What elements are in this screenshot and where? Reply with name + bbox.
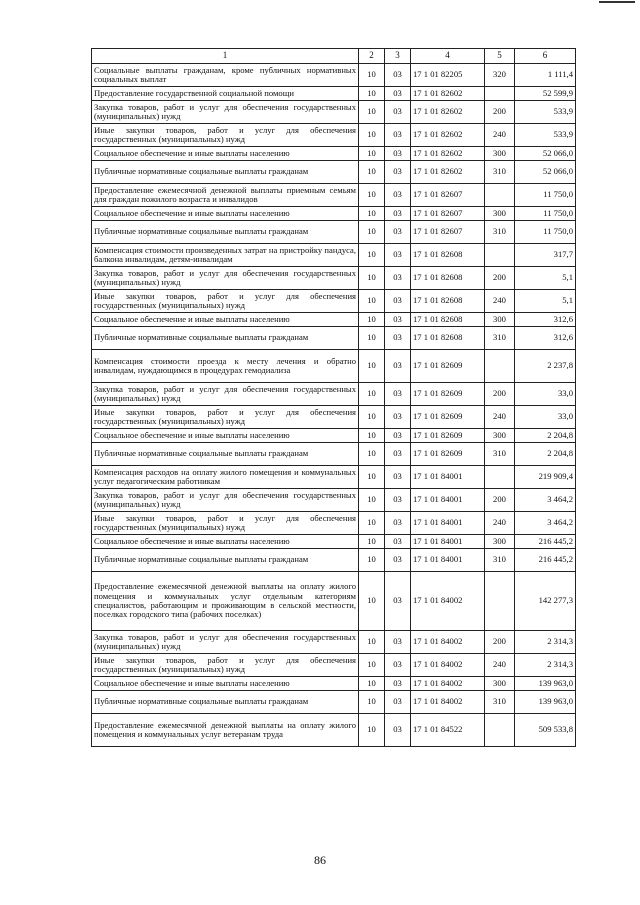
row-name: Иные закупки товаров, работ и услуг для обеспечения государственных (муниципальных) нужд <box>92 290 359 313</box>
row-section: 10 <box>359 489 385 512</box>
row-target-article: 17 1 01 82607 <box>411 184 485 207</box>
row-section: 10 <box>359 631 385 654</box>
row-amount: 139 963,0 <box>515 677 576 691</box>
row-section: 10 <box>359 714 385 747</box>
row-target-article: 17 1 01 84001 <box>411 466 485 489</box>
row-target-article: 17 1 01 82205 <box>411 64 485 87</box>
row-subsection: 03 <box>385 313 411 327</box>
row-target-article: 17 1 01 82602 <box>411 124 485 147</box>
row-subsection: 03 <box>385 161 411 184</box>
row-name: Иные закупки товаров, работ и услуг для обеспечения государственных (муниципальных) нужд <box>92 654 359 677</box>
row-name: Публичные нормативные социальные выплаты гражданам <box>92 221 359 244</box>
row-subsection: 03 <box>385 677 411 691</box>
row-subsection: 03 <box>385 535 411 549</box>
row-amount: 533,9 <box>515 101 576 124</box>
row-target-article: 17 1 01 82602 <box>411 147 485 161</box>
table-row <box>92 512 576 535</box>
row-target-article: 17 1 01 82609 <box>411 383 485 406</box>
row-expense-type: 300 <box>485 429 515 443</box>
row-section: 10 <box>359 147 385 161</box>
row-target-article: 17 1 01 84001 <box>411 535 485 549</box>
row-target-article: 17 1 01 82607 <box>411 221 485 244</box>
row-section: 10 <box>359 677 385 691</box>
row-name: Предоставление ежемесячной денежной выплаты на оплату жилого помещения и коммунальных услуг ветеранам труда <box>92 714 359 747</box>
row-name: Закупка товаров, работ и услуг для обеспечения государственных (муниципальных) нужд <box>92 631 359 654</box>
row-section: 10 <box>359 406 385 429</box>
table-row <box>92 677 576 691</box>
row-section: 10 <box>359 327 385 350</box>
row-name: Социальные выплаты гражданам, кроме публичных нормативных социальных выплат <box>92 64 359 87</box>
row-expense-type: 300 <box>485 677 515 691</box>
row-target-article: 17 1 01 82607 <box>411 207 485 221</box>
row-expense-type: 200 <box>485 383 515 406</box>
row-section: 10 <box>359 350 385 383</box>
row-name: Предоставление ежемесячной денежной выплаты на оплату жилого помещения и коммунальных услуг отдельным категориям специалистов, работающим и проживающим в сельской местности, поселках городского типа (рабочих поселках) <box>92 572 359 631</box>
table-row <box>92 221 576 244</box>
row-target-article: 17 1 01 82608 <box>411 267 485 290</box>
row-name: Социальное обеспечение и иные выплаты населению <box>92 677 359 691</box>
table-row <box>92 147 576 161</box>
row-amount: 312,6 <box>515 327 576 350</box>
row-target-article: 17 1 01 84002 <box>411 631 485 654</box>
row-amount: 2 204,8 <box>515 443 576 466</box>
row-expense-type <box>485 466 515 489</box>
row-name: Компенсация расходов на оплату жилого помещения и коммунальных услуг педагогическим работникам <box>92 466 359 489</box>
row-subsection: 03 <box>385 350 411 383</box>
row-section: 10 <box>359 429 385 443</box>
row-amount: 219 909,4 <box>515 466 576 489</box>
header-col-6: 6 <box>515 49 576 64</box>
row-name: Иные закупки товаров, работ и услуг для обеспечения государственных (муниципальных) нужд <box>92 124 359 147</box>
table-row <box>92 443 576 466</box>
row-amount: 5,1 <box>515 290 576 313</box>
row-subsection: 03 <box>385 207 411 221</box>
row-target-article: 17 1 01 84001 <box>411 489 485 512</box>
row-amount: 533,9 <box>515 124 576 147</box>
row-expense-type: 300 <box>485 313 515 327</box>
row-section: 10 <box>359 87 385 101</box>
row-target-article: 17 1 01 82608 <box>411 244 485 267</box>
row-section: 10 <box>359 512 385 535</box>
row-subsection: 03 <box>385 101 411 124</box>
row-subsection: 03 <box>385 572 411 631</box>
row-name: Компенсация стоимости произведенных затрат на пристройку пандуса, балкона инвалидам, детям-инвалидам <box>92 244 359 267</box>
row-section: 10 <box>359 466 385 489</box>
row-name: Закупка товаров, работ и услуг для обеспечения государственных (муниципальных) нужд <box>92 101 359 124</box>
header-col-5: 5 <box>485 49 515 64</box>
row-target-article: 17 1 01 84001 <box>411 549 485 572</box>
header-col-4: 4 <box>411 49 485 64</box>
table-row <box>92 654 576 677</box>
row-subsection: 03 <box>385 654 411 677</box>
row-target-article: 17 1 01 82602 <box>411 101 485 124</box>
row-subsection: 03 <box>385 221 411 244</box>
row-subsection: 03 <box>385 87 411 101</box>
row-subsection: 03 <box>385 406 411 429</box>
table-row <box>92 549 576 572</box>
row-name: Публичные нормативные социальные выплаты гражданам <box>92 327 359 350</box>
row-amount: 2 204,8 <box>515 429 576 443</box>
header-col-1: 1 <box>92 49 359 64</box>
table-row <box>92 313 576 327</box>
row-section: 10 <box>359 691 385 714</box>
row-amount: 3 464,2 <box>515 512 576 535</box>
row-amount: 52 599,9 <box>515 87 576 101</box>
table-row <box>92 429 576 443</box>
table-row <box>92 87 576 101</box>
table-row <box>92 101 576 124</box>
row-subsection: 03 <box>385 290 411 313</box>
row-name: Публичные нормативные социальные выплаты гражданам <box>92 443 359 466</box>
row-expense-type: 310 <box>485 691 515 714</box>
row-amount: 33,0 <box>515 383 576 406</box>
row-expense-type: 240 <box>485 290 515 313</box>
row-expense-type <box>485 714 515 747</box>
table-row <box>92 184 576 207</box>
row-target-article: 17 1 01 82608 <box>411 290 485 313</box>
row-subsection: 03 <box>385 184 411 207</box>
row-section: 10 <box>359 64 385 87</box>
row-target-article: 17 1 01 84522 <box>411 714 485 747</box>
row-section: 10 <box>359 572 385 631</box>
row-amount: 11 750,0 <box>515 221 576 244</box>
row-name: Публичные нормативные социальные выплаты гражданам <box>92 549 359 572</box>
table-row <box>92 124 576 147</box>
row-section: 10 <box>359 124 385 147</box>
row-subsection: 03 <box>385 549 411 572</box>
row-target-article: 17 1 01 82609 <box>411 443 485 466</box>
table-row <box>92 631 576 654</box>
row-subsection: 03 <box>385 267 411 290</box>
budget-table <box>91 48 576 747</box>
row-amount: 2 314,3 <box>515 654 576 677</box>
row-subsection: 03 <box>385 383 411 406</box>
table-row <box>92 714 576 747</box>
row-expense-type <box>485 350 515 383</box>
row-name: Закупка товаров, работ и услуг для обеспечения государственных (муниципальных) нужд <box>92 267 359 290</box>
row-expense-type: 300 <box>485 535 515 549</box>
row-target-article: 17 1 01 82609 <box>411 350 485 383</box>
row-subsection: 03 <box>385 124 411 147</box>
page-number: 86 <box>314 853 326 867</box>
table-row <box>92 207 576 221</box>
row-section: 10 <box>359 535 385 549</box>
table-row <box>92 572 576 631</box>
row-target-article: 17 1 01 84002 <box>411 677 485 691</box>
row-name: Социальное обеспечение и иные выплаты населению <box>92 313 359 327</box>
table-row <box>92 535 576 549</box>
row-name: Закупка товаров, работ и услуг для обеспечения государственных (муниципальных) нужд <box>92 383 359 406</box>
row-expense-type <box>485 244 515 267</box>
row-target-article: 17 1 01 82608 <box>411 313 485 327</box>
row-subsection: 03 <box>385 429 411 443</box>
row-name: Предоставление ежемесячной денежной выплаты приемным семьям для граждан пожилого возраста и инвалидов <box>92 184 359 207</box>
row-target-article: 17 1 01 82609 <box>411 406 485 429</box>
row-expense-type: 240 <box>485 406 515 429</box>
row-amount: 216 445,2 <box>515 535 576 549</box>
row-name: Социальное обеспечение и иные выплаты населению <box>92 429 359 443</box>
table-row <box>92 406 576 429</box>
row-amount: 509 533,8 <box>515 714 576 747</box>
table-row <box>92 691 576 714</box>
row-subsection: 03 <box>385 466 411 489</box>
row-expense-type: 240 <box>485 124 515 147</box>
row-name: Социальное обеспечение и иные выплаты населению <box>92 147 359 161</box>
table-row <box>92 244 576 267</box>
table-row <box>92 161 576 184</box>
table-row <box>92 267 576 290</box>
row-section: 10 <box>359 267 385 290</box>
row-expense-type: 200 <box>485 267 515 290</box>
row-expense-type: 310 <box>485 221 515 244</box>
table-row <box>92 327 576 350</box>
row-subsection: 03 <box>385 443 411 466</box>
row-section: 10 <box>359 290 385 313</box>
row-expense-type: 310 <box>485 549 515 572</box>
row-expense-type: 310 <box>485 443 515 466</box>
row-subsection: 03 <box>385 147 411 161</box>
row-target-article: 17 1 01 82608 <box>411 327 485 350</box>
row-section: 10 <box>359 383 385 406</box>
row-amount: 2 314,3 <box>515 631 576 654</box>
row-subsection: 03 <box>385 691 411 714</box>
row-amount: 3 464,2 <box>515 489 576 512</box>
table-header-row <box>92 49 576 64</box>
row-subsection: 03 <box>385 714 411 747</box>
row-amount: 11 750,0 <box>515 207 576 221</box>
row-name: Компенсация стоимости проезда к месту лечения и обратно инвалидам, нуждающимся в процедурах гемодиализа <box>92 350 359 383</box>
row-target-article: 17 1 01 84002 <box>411 691 485 714</box>
row-amount: 11 750,0 <box>515 184 576 207</box>
row-name: Предоставление государственной социальной помощи <box>92 87 359 101</box>
row-section: 10 <box>359 221 385 244</box>
row-section: 10 <box>359 313 385 327</box>
row-target-article: 17 1 01 84002 <box>411 572 485 631</box>
row-amount: 52 066,0 <box>515 147 576 161</box>
row-subsection: 03 <box>385 489 411 512</box>
row-section: 10 <box>359 244 385 267</box>
row-expense-type: 200 <box>485 631 515 654</box>
row-expense-type: 310 <box>485 327 515 350</box>
row-expense-type: 240 <box>485 654 515 677</box>
row-target-article: 17 1 01 82609 <box>411 429 485 443</box>
row-subsection: 03 <box>385 512 411 535</box>
row-expense-type: 300 <box>485 207 515 221</box>
header-col-3: 3 <box>385 49 411 64</box>
table-row <box>92 64 576 87</box>
row-amount: 216 445,2 <box>515 549 576 572</box>
row-target-article: 17 1 01 84001 <box>411 512 485 535</box>
row-section: 10 <box>359 207 385 221</box>
row-subsection: 03 <box>385 64 411 87</box>
table-row <box>92 290 576 313</box>
table-row <box>92 466 576 489</box>
table-row <box>92 489 576 512</box>
row-amount: 52 066,0 <box>515 161 576 184</box>
row-expense-type: 200 <box>485 101 515 124</box>
table-body <box>92 64 576 747</box>
row-expense-type <box>485 184 515 207</box>
row-amount: 142 277,3 <box>515 572 576 631</box>
row-expense-type: 310 <box>485 161 515 184</box>
row-section: 10 <box>359 101 385 124</box>
table-row <box>92 383 576 406</box>
row-section: 10 <box>359 443 385 466</box>
row-target-article: 17 1 01 84002 <box>411 654 485 677</box>
row-expense-type: 320 <box>485 64 515 87</box>
row-expense-type <box>485 87 515 101</box>
row-amount: 1 111,4 <box>515 64 576 87</box>
row-name: Социальное обеспечение и иные выплаты населению <box>92 535 359 549</box>
table-row <box>92 350 576 383</box>
row-section: 10 <box>359 184 385 207</box>
row-expense-type <box>485 572 515 631</box>
row-name: Закупка товаров, работ и услуг для обеспечения государственных (муниципальных) нужд <box>92 489 359 512</box>
row-section: 10 <box>359 654 385 677</box>
row-subsection: 03 <box>385 631 411 654</box>
row-section: 10 <box>359 549 385 572</box>
row-amount: 33,0 <box>515 406 576 429</box>
row-amount: 5,1 <box>515 267 576 290</box>
row-amount: 139 963,0 <box>515 691 576 714</box>
row-name: Иные закупки товаров, работ и услуг для обеспечения государственных (муниципальных) нужд <box>92 512 359 535</box>
row-expense-type: 200 <box>485 489 515 512</box>
row-target-article: 17 1 01 82602 <box>411 161 485 184</box>
scan-edge-mark <box>599 1 635 3</box>
row-amount: 312,6 <box>515 313 576 327</box>
row-name: Публичные нормативные социальные выплаты гражданам <box>92 161 359 184</box>
row-expense-type: 240 <box>485 512 515 535</box>
row-amount: 2 237,8 <box>515 350 576 383</box>
row-target-article: 17 1 01 82602 <box>411 87 485 101</box>
row-subsection: 03 <box>385 327 411 350</box>
row-name: Иные закупки товаров, работ и услуг для обеспечения государственных (муниципальных) нужд <box>92 406 359 429</box>
row-subsection: 03 <box>385 244 411 267</box>
row-amount: 317,7 <box>515 244 576 267</box>
row-name: Социальное обеспечение и иные выплаты населению <box>92 207 359 221</box>
header-col-2: 2 <box>359 49 385 64</box>
row-expense-type: 300 <box>485 147 515 161</box>
row-name: Публичные нормативные социальные выплаты гражданам <box>92 691 359 714</box>
row-section: 10 <box>359 161 385 184</box>
